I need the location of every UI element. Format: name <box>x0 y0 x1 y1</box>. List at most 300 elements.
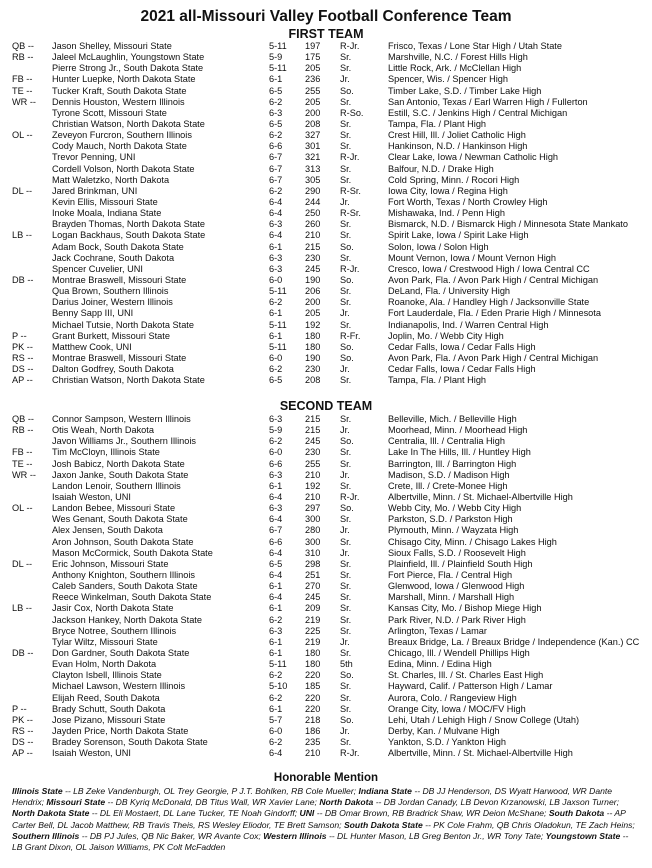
height: 6-1 <box>269 480 283 491</box>
height: 6-6 <box>269 536 283 547</box>
hometown: Solon, Iowa / Solon High <box>388 241 489 252</box>
hm-players: -- DB JJ Henderson, DS Wyatt Harwood, WR Dante Hendrix; <box>12 786 613 808</box>
hometown: Plainfield, Ill. / Plainfield South High <box>388 558 533 569</box>
player-name: Alex Jensen, South Dakota <box>52 525 163 536</box>
class-year: Sr. <box>340 118 352 129</box>
class-year: Sr. <box>340 514 352 525</box>
honorable-mention-heading: Honorable Mention <box>273 772 379 784</box>
hometown: Lake In The Hills, Ill. / Huntley High <box>388 447 531 458</box>
hometown: Edina, Minn. / Edina High <box>388 659 492 670</box>
second-team-row <box>0 470 652 481</box>
document-title: 2021 all-Missouri Valley Football Conference Team <box>140 8 512 25</box>
second-team-row <box>0 447 652 458</box>
weight: 300 <box>305 536 321 547</box>
weight: 210 <box>305 491 321 502</box>
hometown: Bismarck, N.D. / Bismarck High / Minnesota State Mankato <box>388 219 628 230</box>
class-year: Sr. <box>340 581 352 592</box>
position: DL -- <box>12 558 33 569</box>
position: QB -- <box>12 414 34 424</box>
weight: 206 <box>305 286 321 297</box>
weight: 210 <box>305 230 321 241</box>
first-team-row <box>0 297 652 308</box>
position: RS -- <box>12 725 34 736</box>
hometown: Glenwood, Iowa / Glenwood High <box>388 581 525 592</box>
hometown: Cedar Falls, Iowa / Cedar Falls High <box>388 341 536 352</box>
height: 6-2 <box>269 130 283 141</box>
player-name: Kevin Ellis, Missouri State <box>52 196 158 207</box>
height: 6-4 <box>269 547 283 558</box>
first-team-row <box>0 331 652 342</box>
player-name: Brady Schutt, South Dakota <box>52 703 166 714</box>
class-year: So. <box>340 274 354 285</box>
hometown: Joplin, Mo. / Webb City High <box>388 330 504 341</box>
weight: 210 <box>305 469 321 480</box>
height: 5-11 <box>269 659 287 670</box>
weight: 220 <box>305 670 321 681</box>
weight: 301 <box>305 141 321 152</box>
hometown: Breaux Bridge, La. / Breaux Bridge / Independence (Kan.) CC <box>388 636 640 647</box>
hometown: Sioux Falls, S.D. / Roosevelt High <box>388 547 526 558</box>
hometown: Roanoke, Ala. / Handley High / Jacksonville State <box>388 297 590 308</box>
class-year: Jr. <box>340 469 350 480</box>
weight: 180 <box>305 341 321 352</box>
player-name: Spencer Cuvelier, UNI <box>52 263 143 274</box>
player-name: Isaiah Weston, UNI <box>52 748 131 759</box>
first-team-row <box>0 152 652 163</box>
second-team-row <box>0 414 652 425</box>
weight: 236 <box>305 74 321 85</box>
hometown: Timber Lake, S.D. / Timber Lake High <box>388 85 542 96</box>
player-name: Benny Sapp III, UNI <box>52 308 134 319</box>
weight: 305 <box>305 174 321 185</box>
weight: 219 <box>305 614 321 625</box>
hometown: Marshall, Minn. / Marshall High <box>388 592 515 603</box>
height: 6-4 <box>269 491 283 502</box>
hm-players: -- AP Carter Bell, DL Jacob Matthew, RB Travis Theis, RS Wesley Eliodor, TE Brett Samson; <box>12 808 626 830</box>
weight: 270 <box>305 581 321 592</box>
height: 6-6 <box>269 458 283 469</box>
second-team-row <box>0 659 652 670</box>
second-team-row <box>0 537 652 548</box>
class-year: Jr. <box>340 425 350 436</box>
first-team-row <box>0 375 652 386</box>
class-year: Sr. <box>340 130 352 141</box>
position: WR -- <box>12 96 36 107</box>
weight: 175 <box>305 52 321 63</box>
honorable-mention-text <box>12 786 640 853</box>
player-name: Clayton Isbell, Illinois State <box>52 670 162 681</box>
class-year: So. <box>340 341 354 352</box>
position: RB -- <box>12 425 34 436</box>
first-team-row <box>0 164 652 175</box>
weight: 220 <box>305 692 321 703</box>
height: 6-3 <box>269 469 283 480</box>
hm-players: -- LB Zeke Vandenburgh, OL Trey Georgie, P J.T. Bohlken, RB Cole Mueller; <box>62 786 359 796</box>
first-team-row <box>0 186 652 197</box>
hometown: Crete, Ill. / Crete-Monee High <box>388 480 508 491</box>
weight: 197 <box>305 41 321 51</box>
height: 6-2 <box>269 364 283 375</box>
weight: 205 <box>305 96 321 107</box>
weight: 209 <box>305 603 321 614</box>
class-year: R-Jr. <box>340 491 360 502</box>
player-name: Jackson Hankey, North Dakota State <box>52 614 202 625</box>
class-year: Jr. <box>340 725 350 736</box>
hometown: Little Rock, Ark. / McClellan High <box>388 63 522 74</box>
player-name: Christian Watson, North Dakota State <box>52 118 205 129</box>
weight: 225 <box>305 625 321 636</box>
position: DB -- <box>12 647 34 658</box>
position: AP -- <box>12 375 33 386</box>
hm-players: -- DB Jordan Canady, LB Devon Krzanowski, LB Jaxson Turner; <box>373 797 619 808</box>
player-name: Jose Pizano, Missouri State <box>52 714 166 725</box>
height: 6-2 <box>269 737 283 748</box>
class-year: Jr. <box>340 308 350 319</box>
hometown: Cedar Falls, Iowa / Cedar Falls High <box>388 364 536 375</box>
player-name: Connor Sampson, Western Illinois <box>52 414 191 424</box>
class-year: Sr. <box>340 141 352 152</box>
second-team-row <box>0 492 652 503</box>
player-name: Anthony Knighton, Southern Illinois <box>52 569 196 580</box>
player-name: Jasir Cox, North Dakota State <box>52 603 174 614</box>
class-year: Sr. <box>340 297 352 308</box>
hometown: Balfour, N.D. / Drake High <box>388 163 494 174</box>
second-team-row <box>0 737 652 748</box>
hometown: Centralia, Ill. / Centralia High <box>388 436 505 447</box>
player-name: Landon Lenoir, Southern Illinois <box>52 480 181 491</box>
height: 6-1 <box>269 581 283 592</box>
player-name: Brayden Thomas, North Dakota State <box>52 219 206 230</box>
hometown: Lehi, Utah / Lehigh High / Snow College (Utah) <box>388 714 580 725</box>
player-name: Logan Backhaus, South Dakota State <box>52 230 206 241</box>
class-year: Sr. <box>340 163 352 174</box>
hometown: Derby, Kan. / Mulvane High <box>388 725 500 736</box>
hometown: Albertville, Minn. / St. Michael-Albertville High <box>388 491 573 502</box>
hometown: Spirit Lake, Iowa / Spirit Lake High <box>388 230 529 241</box>
position: QB -- <box>12 41 34 51</box>
class-year: Sr. <box>340 230 352 241</box>
hometown: St. Charles, Ill. / St. Charles East High <box>388 670 544 681</box>
second-team-row <box>0 726 652 737</box>
player-name: Landon Bebee, Missouri State <box>52 503 176 514</box>
hometown: Barrington, Ill. / Barrington High <box>388 458 517 469</box>
hometown: Tampa, Fla. / Plant High <box>388 375 487 386</box>
weight: 205 <box>305 63 321 74</box>
hometown: DeLand, Fla. / University High <box>388 286 511 297</box>
class-year: Sr. <box>340 647 352 658</box>
first-team-row <box>0 130 652 141</box>
position: OL -- <box>12 503 33 514</box>
height: 6-3 <box>269 414 283 424</box>
player-name: Dalton Godfrey, South Dakota <box>52 364 174 375</box>
height: 6-3 <box>269 625 283 636</box>
height: 6-5 <box>269 558 283 569</box>
class-year: Jr. <box>340 547 350 558</box>
hometown: Park River, N.D. / Park River High <box>388 614 526 625</box>
player-name: Michael Lawson, Western Illinois <box>52 681 186 692</box>
hometown: Hayward, Calif. / Patterson High / Lamar <box>388 681 553 692</box>
player-name: Elijah Reed, South Dakota <box>52 692 160 703</box>
first-team-row <box>0 342 652 353</box>
player-name: Bryce Notree, Southern Illinois <box>52 625 177 636</box>
weight: 205 <box>305 308 321 319</box>
weight: 200 <box>305 107 321 118</box>
player-name: Javon Williams Jr., Southern Illinois <box>52 436 196 447</box>
player-name: Caleb Sanders, South Dakota State <box>52 581 198 592</box>
hm-school: Southern Illinois <box>12 830 80 841</box>
height: 5-9 <box>269 52 283 63</box>
class-year: Sr. <box>340 96 352 107</box>
weight: 210 <box>305 748 321 759</box>
class-year: Sr. <box>340 592 352 603</box>
hometown: Fort Pierce, Fla. / Central High <box>388 569 513 580</box>
second-team-row <box>0 570 652 581</box>
height: 6-4 <box>269 592 283 603</box>
class-year: R-Jr. <box>340 41 360 51</box>
second-team-row <box>0 681 652 692</box>
height: 6-1 <box>269 308 283 319</box>
hometown: Hankinson, N.D. / Hankinson High <box>388 141 528 152</box>
weight: 290 <box>305 185 321 196</box>
weight: 180 <box>305 330 321 341</box>
weight: 230 <box>305 364 321 375</box>
class-year: Sr. <box>340 414 352 424</box>
height: 6-7 <box>269 163 283 174</box>
weight: 215 <box>305 414 321 424</box>
hm-school: North Dakota <box>319 797 374 808</box>
class-year: Sr. <box>340 603 352 614</box>
weight: 255 <box>305 458 321 469</box>
player-name: Otis Weah, North Dakota <box>52 425 154 436</box>
height: 6-1 <box>269 330 283 341</box>
weight: 297 <box>305 503 321 514</box>
weight: 245 <box>305 436 321 447</box>
class-year: Sr. <box>340 219 352 230</box>
hometown: Aurora, Colo. / Rangeview High <box>388 692 517 703</box>
player-name: Jayden Price, North Dakota State <box>52 725 189 736</box>
hometown: Arlington, Texas / Lamar <box>388 625 487 636</box>
height: 6-4 <box>269 748 283 759</box>
first-team-row <box>0 208 652 219</box>
class-year: Sr. <box>340 63 352 74</box>
player-name: Jack Cochrane, South Dakota <box>52 252 175 263</box>
hometown: Belleville, Mich. / Belleville High <box>388 414 517 424</box>
first-team-row <box>0 364 652 375</box>
hm-school: South Dakota <box>548 808 605 819</box>
position: PK -- <box>12 341 33 352</box>
height: 6-1 <box>269 647 283 658</box>
position: LB -- <box>12 603 32 614</box>
first-team-heading: FIRST TEAM <box>288 27 364 41</box>
height: 5-11 <box>269 286 287 297</box>
height: 6-2 <box>269 185 283 196</box>
weight: 190 <box>305 352 321 363</box>
hometown: Webb City, Mo. / Webb City High <box>388 503 522 514</box>
second-team-row <box>0 581 652 592</box>
height: 6-1 <box>269 636 283 647</box>
player-name: Montrae Braswell, Missouri State <box>52 274 187 285</box>
hm-players: -- DB Kyriq McDonald, DB Titus Wall, WR Xavier Lane; <box>105 797 320 808</box>
height: 6-4 <box>269 514 283 525</box>
hometown: Madison, S.D. / Madison High <box>388 469 510 480</box>
weight: 245 <box>305 592 321 603</box>
second-team-table <box>0 414 652 759</box>
hm-players: -- DL Eli Mostaert, DL Lane Tucker, TE Noah Gindorff; <box>89 808 300 819</box>
player-name: Darius Joiner, Western Illinois <box>52 297 173 308</box>
height: 6-4 <box>269 569 283 580</box>
hometown: Clear Lake, Iowa / Newman Catholic High <box>388 152 559 163</box>
hm-school: Western Illinois <box>263 830 327 841</box>
position: RS -- <box>12 352 34 363</box>
first-team-row <box>0 108 652 119</box>
class-year: Sr. <box>340 319 352 330</box>
hometown: Iowa City, Iowa / Regina High <box>388 185 508 196</box>
player-name: Montrae Braswell, Missouri State <box>52 352 187 363</box>
height: 6-3 <box>269 263 283 274</box>
position: WR -- <box>12 469 36 480</box>
first-team-row <box>0 286 652 297</box>
weight: 208 <box>305 118 321 129</box>
hometown: Cold Spring, Minn. / Rocori High <box>388 174 520 185</box>
hometown: Tampa, Fla. / Plant High <box>388 118 487 129</box>
weight: 192 <box>305 480 321 491</box>
weight: 230 <box>305 447 321 458</box>
height: 6-0 <box>269 352 283 363</box>
weight: 220 <box>305 703 321 714</box>
height: 6-6 <box>269 141 283 152</box>
weight: 208 <box>305 375 321 386</box>
height: 6-1 <box>269 603 283 614</box>
player-name: Adam Bock, South Dakota State <box>52 241 184 252</box>
player-name: Tylar Wiltz, Missouri State <box>52 636 158 647</box>
height: 5-11 <box>269 41 287 51</box>
class-year: Sr. <box>340 737 352 748</box>
hometown: Spencer, Wis. / Spencer High <box>388 74 509 85</box>
class-year: Sr. <box>340 703 352 714</box>
weight: 192 <box>305 319 321 330</box>
weight: 235 <box>305 737 321 748</box>
first-team-row <box>0 97 652 108</box>
player-name: Jaleel McLaughlin, Youngstown State <box>52 52 205 63</box>
weight: 219 <box>305 636 321 647</box>
player-name: Matthew Cook, UNI <box>52 341 132 352</box>
player-name: Eric Johnson, Missouri State <box>52 558 169 569</box>
first-team-row <box>0 197 652 208</box>
class-year: Sr. <box>340 458 352 469</box>
height: 6-3 <box>269 107 283 118</box>
height: 6-3 <box>269 219 283 230</box>
class-year: Sr. <box>340 252 352 263</box>
hometown: Parkston, S.D. / Parkston High <box>388 514 513 525</box>
class-year: Sr. <box>340 625 352 636</box>
player-name: Wes Genant, South Dakota State <box>52 514 188 525</box>
height: 5-11 <box>269 341 287 352</box>
class-year: Sr. <box>340 286 352 297</box>
height: 6-2 <box>269 96 283 107</box>
height: 5-9 <box>269 425 283 436</box>
weight: 313 <box>305 163 321 174</box>
hometown: Chisago City, Minn. / Chisago Lakes High <box>388 536 557 547</box>
first-team-table <box>0 41 652 386</box>
second-team-row <box>0 648 652 659</box>
hometown: Albertville, Minn. / St. Michael-Albertville High <box>388 748 573 759</box>
height: 5-10 <box>269 681 288 692</box>
hometown: Fort Worth, Texas / North Crowley High <box>388 196 548 207</box>
player-name: Josh Babicz, North Dakota State <box>52 458 185 469</box>
hm-school: Youngstown State <box>545 830 621 841</box>
weight: 250 <box>305 208 321 219</box>
hometown: Plymouth, Minn. / Wayzata High <box>388 525 519 536</box>
player-name: Michael Tutsie, North Dakota State <box>52 319 194 330</box>
class-year: So. <box>340 714 354 725</box>
class-year: Sr. <box>340 614 352 625</box>
second-team-row <box>0 548 652 559</box>
class-year: So. <box>340 85 354 96</box>
height: 6-5 <box>269 85 283 96</box>
height: 6-2 <box>269 614 283 625</box>
weight: 200 <box>305 297 321 308</box>
hm-players: -- DB Omar Brown, RB Bradrick Shaw, WR Deion McShane; <box>314 808 549 819</box>
position: P -- <box>12 703 27 714</box>
weight: 215 <box>305 425 321 436</box>
class-year: So. <box>340 503 354 514</box>
second-team-row <box>0 525 652 536</box>
weight: 180 <box>305 659 321 670</box>
class-year: Sr. <box>340 558 352 569</box>
first-team-row <box>0 253 652 264</box>
first-team-row <box>0 353 652 364</box>
second-team-row <box>0 514 652 525</box>
player-name: Trevor Penning, UNI <box>52 152 136 163</box>
player-name: Christian Watson, North Dakota State <box>52 375 205 386</box>
weight: 218 <box>305 714 321 725</box>
height: 6-7 <box>269 152 283 163</box>
hometown: Yankton, S.D. / Yankton High <box>388 737 506 748</box>
player-name: Cody Mauch, North Dakota State <box>52 141 187 152</box>
player-name: Jason Shelley, Missouri State <box>52 41 172 51</box>
class-year: R-Jr. <box>340 748 360 759</box>
weight: 215 <box>305 241 321 252</box>
class-year: Sr. <box>340 681 352 692</box>
class-year: Sr. <box>340 480 352 491</box>
class-year: Jr. <box>340 74 350 85</box>
hometown: Mount Vernon, Iowa / Mount Vernon High <box>388 252 557 263</box>
second-team-row <box>0 637 652 648</box>
height: 5-7 <box>269 714 283 725</box>
position: DL -- <box>12 185 33 196</box>
class-year: Sr. <box>340 692 352 703</box>
second-team-heading: SECOND TEAM <box>279 399 373 413</box>
class-year: Jr. <box>340 525 350 536</box>
hm-school: Missouri State <box>46 797 106 808</box>
height: 6-1 <box>269 703 283 714</box>
height: 6-7 <box>269 525 283 536</box>
player-name: Qua Brown, Southern Illinois <box>52 286 169 297</box>
class-year: Jr. <box>340 196 350 207</box>
player-name: Bradey Sorenson, South Dakota State <box>52 737 208 748</box>
position: TE -- <box>12 85 33 96</box>
second-team-row <box>0 425 652 436</box>
player-name: Jared Brinkman, UNI <box>52 185 138 196</box>
class-year: R-Jr. <box>340 263 360 274</box>
first-team-row <box>0 141 652 152</box>
position: TE -- <box>12 458 33 469</box>
class-year: Sr. <box>340 536 352 547</box>
height: 6-3 <box>269 252 283 263</box>
height: 6-5 <box>269 118 283 129</box>
second-team-row <box>0 436 652 447</box>
first-team-row <box>0 74 652 85</box>
